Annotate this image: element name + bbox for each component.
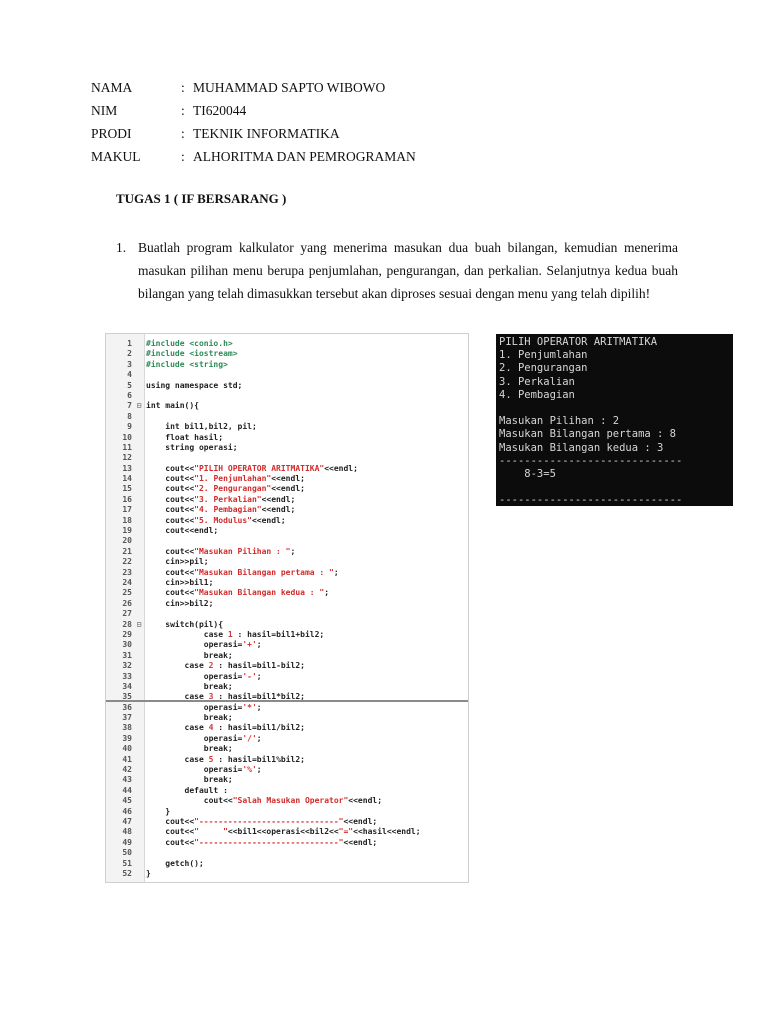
line-number: 7 (127, 401, 132, 411)
code-text: cout<<"1. Penjumlahan"<<endl; (146, 474, 305, 484)
code-lines (106, 339, 468, 879)
code-text: cout<<" "<<bil1<<operasi<<bil2<<"="<<hasil<<endl; (146, 827, 421, 837)
screenshot-split-line (106, 700, 468, 702)
line-number: 31 (122, 650, 132, 660)
code-line (106, 484, 468, 494)
task-title: TUGAS 1 ( IF BERSARANG ) (116, 191, 287, 206)
line-number: 10 (122, 432, 132, 442)
line-number: 25 (122, 588, 132, 598)
code-text: #include <conio.h> (146, 339, 233, 348)
line-number: 43 (122, 775, 132, 785)
line-number: 29 (122, 629, 132, 639)
code-line (106, 807, 468, 817)
line-number: 36 (122, 702, 132, 712)
code-line (106, 661, 468, 671)
code-line (106, 578, 468, 588)
console-line: 3. Perkalian (499, 375, 575, 388)
code-line (106, 547, 468, 557)
line-number: 51 (122, 858, 132, 868)
line-number: 45 (122, 796, 132, 806)
info-colon: : (181, 126, 185, 141)
console-output (496, 334, 733, 506)
code-text: case 2 : hasil=bil1-bil2; (146, 661, 305, 671)
code-line (106, 838, 468, 848)
line-number: 42 (122, 765, 132, 775)
console-line: 4. Pembagian (499, 388, 575, 401)
code-screenshot (105, 333, 469, 883)
question-number: 1. (116, 240, 127, 255)
code-text: case 4 : hasil=bil1/bil2; (146, 723, 305, 733)
line-number: 19 (122, 526, 132, 536)
fold-toggle-icon: ⊟ (136, 401, 142, 411)
code-text: string operasi; (146, 442, 238, 452)
code-text: } (146, 806, 171, 816)
line-number: 34 (122, 681, 132, 691)
code-line (106, 755, 468, 765)
line-number: 11 (122, 442, 132, 452)
info-value: ALHORITMA DAN PEMROGRAMAN (193, 149, 416, 164)
code-text: cin>>bil1; (146, 577, 214, 587)
code-text: getch(); (146, 858, 204, 868)
console-line (499, 481, 730, 494)
console-line (499, 402, 730, 415)
code-text: using namespace std; (146, 380, 243, 390)
code-line (106, 370, 468, 380)
code-text: case 5 : hasil=bil1%bil2; (146, 754, 305, 764)
code-line (106, 360, 468, 370)
code-text: operasi='*'; (146, 702, 262, 712)
code-line (106, 827, 468, 837)
line-number: 15 (122, 484, 132, 494)
line-number: 35 (122, 692, 132, 702)
code-line (106, 557, 468, 567)
code-text: #include <iostream> (146, 349, 238, 359)
code-line (106, 713, 468, 723)
code-text: cout<<"Masukan Bilangan kedua : "; (146, 588, 330, 598)
info-label: NIM (91, 103, 118, 118)
line-number: 48 (122, 827, 132, 837)
code-text: #include <string> (146, 359, 228, 369)
line-number: 49 (122, 837, 132, 847)
line-number: 4 (127, 370, 132, 380)
code-line (106, 765, 468, 775)
line-number: 24 (122, 577, 132, 587)
line-number: 22 (122, 557, 132, 567)
code-line (106, 817, 468, 827)
line-number: 41 (122, 754, 132, 764)
code-text: cout<<"Salah Masukan Operator"<<endl; (146, 796, 383, 806)
console-line: Masukan Bilangan kedua : 3 (499, 441, 664, 454)
line-number: 28 (122, 619, 132, 629)
line-number: 6 (127, 390, 132, 400)
line-number: 30 (122, 640, 132, 650)
code-line (106, 734, 468, 744)
info-row-nim (91, 99, 416, 122)
code-text: int main(){ (146, 401, 199, 411)
code-line (106, 796, 468, 806)
code-line (106, 536, 468, 546)
line-number: 13 (122, 463, 132, 473)
code-line (106, 672, 468, 682)
code-line (106, 433, 468, 443)
info-value: TEKNIK INFORMATIKA (193, 126, 340, 141)
info-colon: : (181, 103, 185, 118)
code-line (106, 682, 468, 692)
line-number: 37 (122, 713, 132, 723)
code-line (106, 588, 468, 598)
line-number: 33 (122, 671, 132, 681)
console-line: ----------------------------- (499, 494, 683, 506)
code-line (106, 723, 468, 733)
console-line: 8-3=5 (499, 467, 556, 480)
code-line (106, 464, 468, 474)
info-row-prodi (91, 122, 416, 145)
code-text: cout<<"-----------------------------"<<endl; (146, 837, 378, 847)
code-text: break; (146, 650, 233, 660)
code-line (106, 848, 468, 858)
code-text: switch(pil){ (146, 619, 224, 629)
code-text: cout<<"Masukan Bilangan pertama : "; (146, 567, 339, 577)
code-line (106, 381, 468, 391)
info-value: TI620044 (193, 103, 247, 118)
line-number: 16 (122, 494, 132, 504)
code-text: case 1 : hasil=bil1+bil2; (146, 629, 325, 639)
line-number: 47 (122, 816, 132, 826)
line-number: 44 (122, 785, 132, 795)
code-text: cout<<"3. Perkalian"<<endl; (146, 494, 296, 504)
code-text: cout<<"2. Pengurangan"<<endl; (146, 484, 305, 494)
line-number: 27 (122, 609, 132, 619)
info-label: MAKUL (91, 149, 141, 164)
code-line (106, 339, 468, 349)
line-number: 32 (122, 661, 132, 671)
code-line (106, 640, 468, 650)
line-number: 38 (122, 723, 132, 733)
question-text: Buatlah program kalkulator yang menerima masukan dua buah bilangan, kemudian menerima masukan pilihan menu berupa penjumlahan, pengurangan, dan perkalian. Selanjutnya kedua buah bilangan yang telah dimasukkan tersebut akan diproses sesuai dengan menu yang telah dipilih! (138, 240, 678, 301)
console-line: ----------------------------- (499, 454, 683, 467)
line-number: 50 (122, 848, 132, 858)
code-text: cout<<"Masukan Pilihan : "; (146, 546, 296, 556)
line-number: 14 (122, 474, 132, 484)
line-number: 23 (122, 567, 132, 577)
code-line (106, 412, 468, 422)
code-line (106, 630, 468, 640)
code-line (106, 526, 468, 536)
code-line (106, 495, 468, 505)
line-number: 2 (127, 349, 132, 359)
line-number: 8 (127, 411, 132, 421)
code-text: operasi='%'; (146, 765, 262, 775)
code-line (106, 651, 468, 661)
code-text: case 3 : hasil=bil1*bil2; (146, 692, 305, 702)
info-value: MUHAMMAD SAPTO WIBOWO (193, 80, 386, 95)
code-text: cin>>pil; (146, 557, 209, 567)
line-number: 21 (122, 546, 132, 556)
line-number: 18 (122, 515, 132, 525)
fold-toggle-icon: ⊟ (136, 619, 142, 629)
line-number: 39 (122, 733, 132, 743)
line-number: 1 (127, 339, 132, 348)
code-line (106, 859, 468, 869)
info-row-makul (91, 145, 416, 168)
code-text: break; (146, 713, 233, 723)
code-line (106, 516, 468, 526)
code-text: cout<<"5. Modulus"<<endl; (146, 515, 286, 525)
console-line: 2. Pengurangan (499, 362, 588, 375)
code-text: cout<<"-----------------------------"<<endl; (146, 816, 378, 826)
code-text: cout<<"PILIH OPERATOR ARITMATIKA"<<endl; (146, 463, 358, 473)
code-line (106, 703, 468, 713)
console-line: PILIH OPERATOR ARITMATIKA (499, 336, 658, 348)
code-line (106, 349, 468, 359)
code-text: cin>>bil2; (146, 598, 214, 608)
line-number: 3 (127, 359, 132, 369)
info-colon: : (181, 80, 185, 95)
line-number: 17 (122, 505, 132, 515)
line-number: 52 (122, 868, 132, 878)
code-line (106, 609, 468, 619)
code-line (106, 505, 468, 515)
line-number: 5 (127, 380, 132, 390)
code-text: operasi='+'; (146, 640, 262, 650)
question-1 (116, 236, 678, 305)
code-text: cout<<"4. Pembagian"<<endl; (146, 505, 296, 515)
code-text: } (146, 868, 151, 878)
code-text: break; (146, 744, 233, 754)
console-line: Masukan Pilihan : 2 (499, 415, 620, 428)
code-text: default : (146, 785, 228, 795)
code-line (106, 786, 468, 796)
code-line (106, 568, 468, 578)
line-number: 40 (122, 744, 132, 754)
code-line (106, 443, 468, 453)
code-line (106, 474, 468, 484)
line-number: 20 (122, 536, 132, 546)
code-line (106, 401, 468, 411)
info-colon: : (181, 149, 185, 164)
code-text: float hasil; (146, 432, 224, 442)
code-line (106, 869, 468, 879)
line-number: 26 (122, 598, 132, 608)
info-label: NAMA (91, 80, 133, 95)
info-row-nama (91, 76, 416, 99)
line-number: 9 (127, 422, 132, 432)
code-line (106, 620, 468, 630)
code-line (106, 453, 468, 463)
student-info (91, 76, 416, 168)
code-line (106, 599, 468, 609)
code-line (106, 391, 468, 401)
code-text: cout<<endl; (146, 526, 219, 536)
code-text: break; (146, 775, 233, 785)
console-line: Masukan Bilangan pertama : 8 (499, 428, 677, 441)
console-line: 1. Penjumlahan (499, 349, 588, 362)
code-text: operasi='/'; (146, 733, 262, 743)
code-text: break; (146, 681, 233, 691)
info-label: PRODI (91, 126, 132, 141)
code-line (106, 775, 468, 785)
line-number: 46 (122, 806, 132, 816)
code-line (106, 744, 468, 754)
line-number: 12 (122, 453, 132, 463)
code-text: operasi='-'; (146, 671, 262, 681)
code-line (106, 422, 468, 432)
code-text: int bil1,bil2, pil; (146, 422, 257, 432)
